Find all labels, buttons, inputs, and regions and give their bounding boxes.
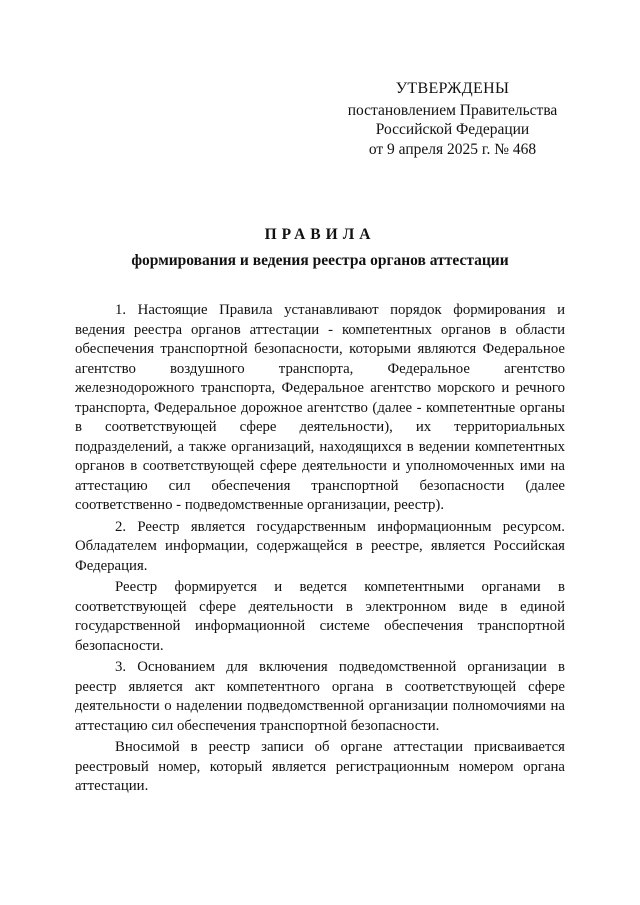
approval-line-3: от 9 апреля 2025 г. № 468 — [368, 140, 537, 158]
approval-title: УТВЕРЖДЕНЫ — [395, 80, 510, 97]
paragraph-4: 3. Основанием для включения подведомственной организации в реестр является акт компетентного органа в соответствующей сфере деятельности о наделении подведомственной организации полномочиями на аттестацию сил обеспечения транспортной безопасности. — [75, 659, 565, 734]
approval-block — [345, 79, 560, 159]
approval-line-1: постановлением Правительства — [347, 101, 558, 119]
paragraph-2: 2. Реестр является государственным информационным ресурсом. Обладателем информации, содержащейся в реестре, является Российская Федерация. — [75, 518, 565, 574]
paragraph-3: Реестр формируется и ведется компетентными органами в соответствующей сфере деятельности в электронном виде в единой государственной информационной системе обеспечения транспортной безопасности. — [75, 579, 565, 654]
approval-line-2: Российской Федерации — [375, 121, 530, 138]
document-body — [75, 301, 565, 799]
document-title: ПРАВИЛА — [264, 226, 376, 243]
paragraph-1: 1. Настоящие Правила устанавливают порядок формирования и ведения реестра органов аттестации - компетентных органов в области обеспечения транспортной безопасности, которыми являются Федеральное агентство воздушного транспорта, Федеральное агентство железнодорожного транспорта, Федеральное агентство морского и речного транспорта, Федеральное дорожное агентство (далее - компетентные органы в соответствующей сфере деятельности), их территориальных подразделений, а также организаций, находящихся в ведении компетентных органов в соответствующей сфере деятельности и уполномоченных ими на аттестацию сил обеспечения транспортной безопасности (далее соответственно - подведомственные организации, реестр). — [75, 302, 565, 513]
paragraph-5: Вносимой в реестр записи об органе аттестации присваивается реестровый номер, который является регистрационным номером органа аттестации. — [75, 739, 565, 794]
document-subtitle: формирования и ведения реестра органов аттестации — [131, 252, 509, 269]
